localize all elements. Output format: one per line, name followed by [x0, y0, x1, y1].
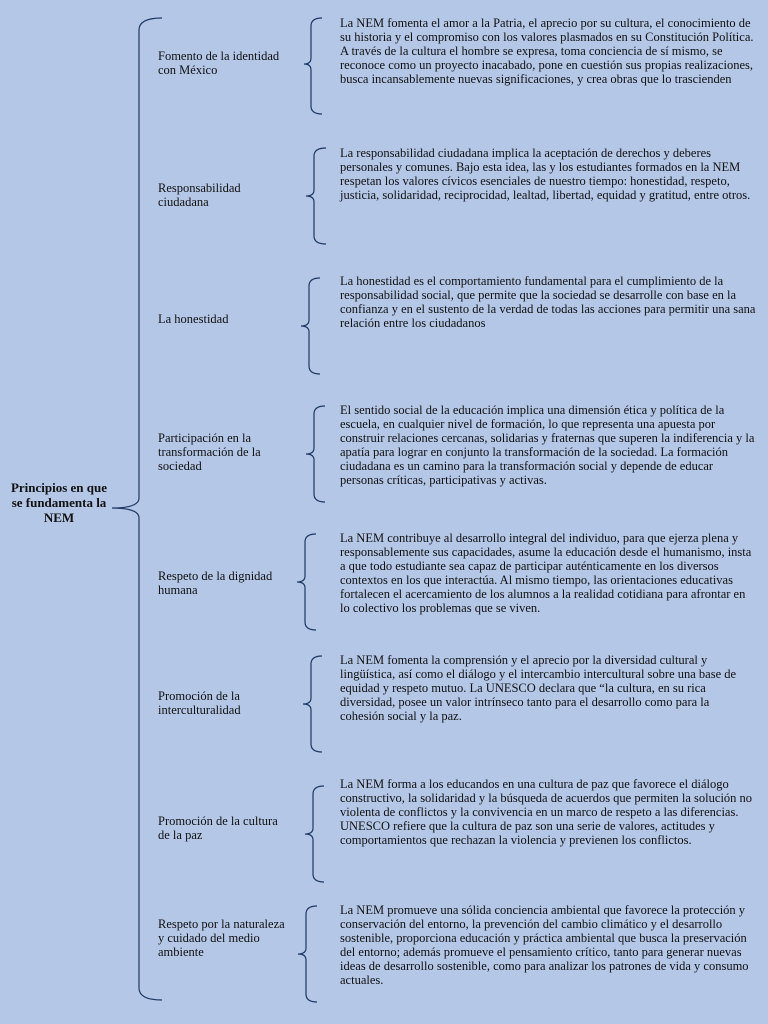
sub-bracket-4 — [306, 406, 325, 502]
sub-bracket-2 — [306, 148, 326, 244]
principle-label-paz: Promoción de la cultura de la paz — [158, 814, 278, 842]
principle-label-dignidad: Respeto de la dignidad humana — [158, 569, 273, 597]
principle-desc-naturaleza: La NEM promueve una sólida conciencia ambiental que favorece la protección y conservación del entorno, la prevención del cambio climático y el desarrollo sostenible, proporciona educación y práctica ambiental que busca la preservación del entorno; además promueve el pensamiento crítico, tanto para generar nuevas ideas de desarrollo sostenible, como para analizar los patrones de vida y consumo actuales. — [340, 903, 749, 987]
principle-desc-dignidad: La NEM contribuye al desarrollo integral del individuo, para que ejerza plena y responsablemente sus capacidades, asume la educación desde el humanismo, insta a que todo estudiante sea capaz de participar auténticamente en los diversos contextos en los que interactúa. Al mismo tiempo, las orientaciones educativas fortalecen el acercamiento de los alumnos a la realidad cotidiana para afrontar en lo colectivo los problemas que se viven. — [340, 531, 752, 615]
principle-desc-paz: La NEM forma a los educandos en una cultura de paz que favorece el diálogo constructivo, la solidaridad y la búsqueda de acuerdos que permiten la solución no violenta de conflictos y la convivencia en un marco de respeto a las diferencias. UNESCO refiere que la cultura de paz son una serie de valores, actitudes y comportamientos que rechazan la violencia y previenen los conflictos. — [340, 777, 753, 847]
principle-label-responsabilidad: Responsabilidad ciudadana — [158, 181, 241, 209]
principle-desc-interculturalidad: La NEM fomenta la comprensión y el aprecio por la diversidad cultural y lingüística, así como el diálogo y el intercambio intercultural sobre una base de equidad y respeto mutuo. La UNESCO declara que “la cultura, en su rica diversidad, posee un valor intrínseco tanto para el desarrollo como para la cohesión social y la paz. — [340, 653, 737, 723]
sub-bracket-5 — [297, 534, 316, 630]
principle-label-participacion: Participación en la transformación de la sociedad — [158, 431, 261, 473]
principle-label-naturaleza: Respeto por la naturaleza y cuidado del medio ambiente — [158, 917, 285, 959]
sub-bracket-3 — [301, 278, 320, 374]
principle-desc-responsabilidad: La responsabilidad ciudadana implica la aceptación de derechos y deberes personales y comunes. Bajo esta idea, las y los estudiantes formados en la NEM respetan los valores cívicos esenciales de nuestro tiempo: honestidad, respeto, justicia, solidaridad, reciprocidad, lealtad, libertad, equidad y gratitud, entre otros. — [340, 146, 751, 202]
principle-desc-honestidad: La honestidad es el comportamiento fundamental para el cumplimiento de la responsabilidad social, que permite que la sociedad se desarrolle con base en la confianza y en el sustento de la verdad de todas las acciones para permitir una sana relación entre los ciudadanos — [340, 274, 756, 330]
principle-desc-identidad: La NEM fomenta el amor a la Patria, el aprecio por su cultura, el conocimiento de su historia y el compromiso con los valores plasmados en su Constitución Política. A través de la cultura el hombre se expresa, toma conciencia de sí mismo, se reconoce como un proyecto inacabado, pone en cuestión sus propias realizaciones, busca incansablemente nuevas significaciones, y crea obras que lo trascienden — [340, 16, 754, 86]
sub-bracket-1 — [304, 18, 322, 114]
sub-bracket-8 — [298, 906, 317, 1002]
principle-desc-participacion: El sentido social de la educación implica una dimensión ética y política de la escuela, en cualquier nivel de formación, lo que representa una apuesta por construir relaciones cercanas, solidarias y fraternas que superen la indiferencia y la apatía para lograr en conjunto la transformación de la sociedad. La formación ciudadana es un camino para la transformación social y depende de educar personas críticas, participativas y activas. — [340, 403, 755, 487]
sub-bracket-7 — [305, 786, 324, 882]
root-title: Principios en que se fundamenta la NEM — [10, 480, 108, 525]
principle-label-identidad: Fomento de la identidad con México — [158, 49, 280, 77]
principle-label-honestidad: La honestidad — [158, 312, 229, 326]
principle-label-interculturalidad: Promoción de la interculturalidad — [158, 689, 241, 717]
sub-bracket-6 — [303, 656, 322, 752]
root-bracket — [112, 18, 162, 1000]
